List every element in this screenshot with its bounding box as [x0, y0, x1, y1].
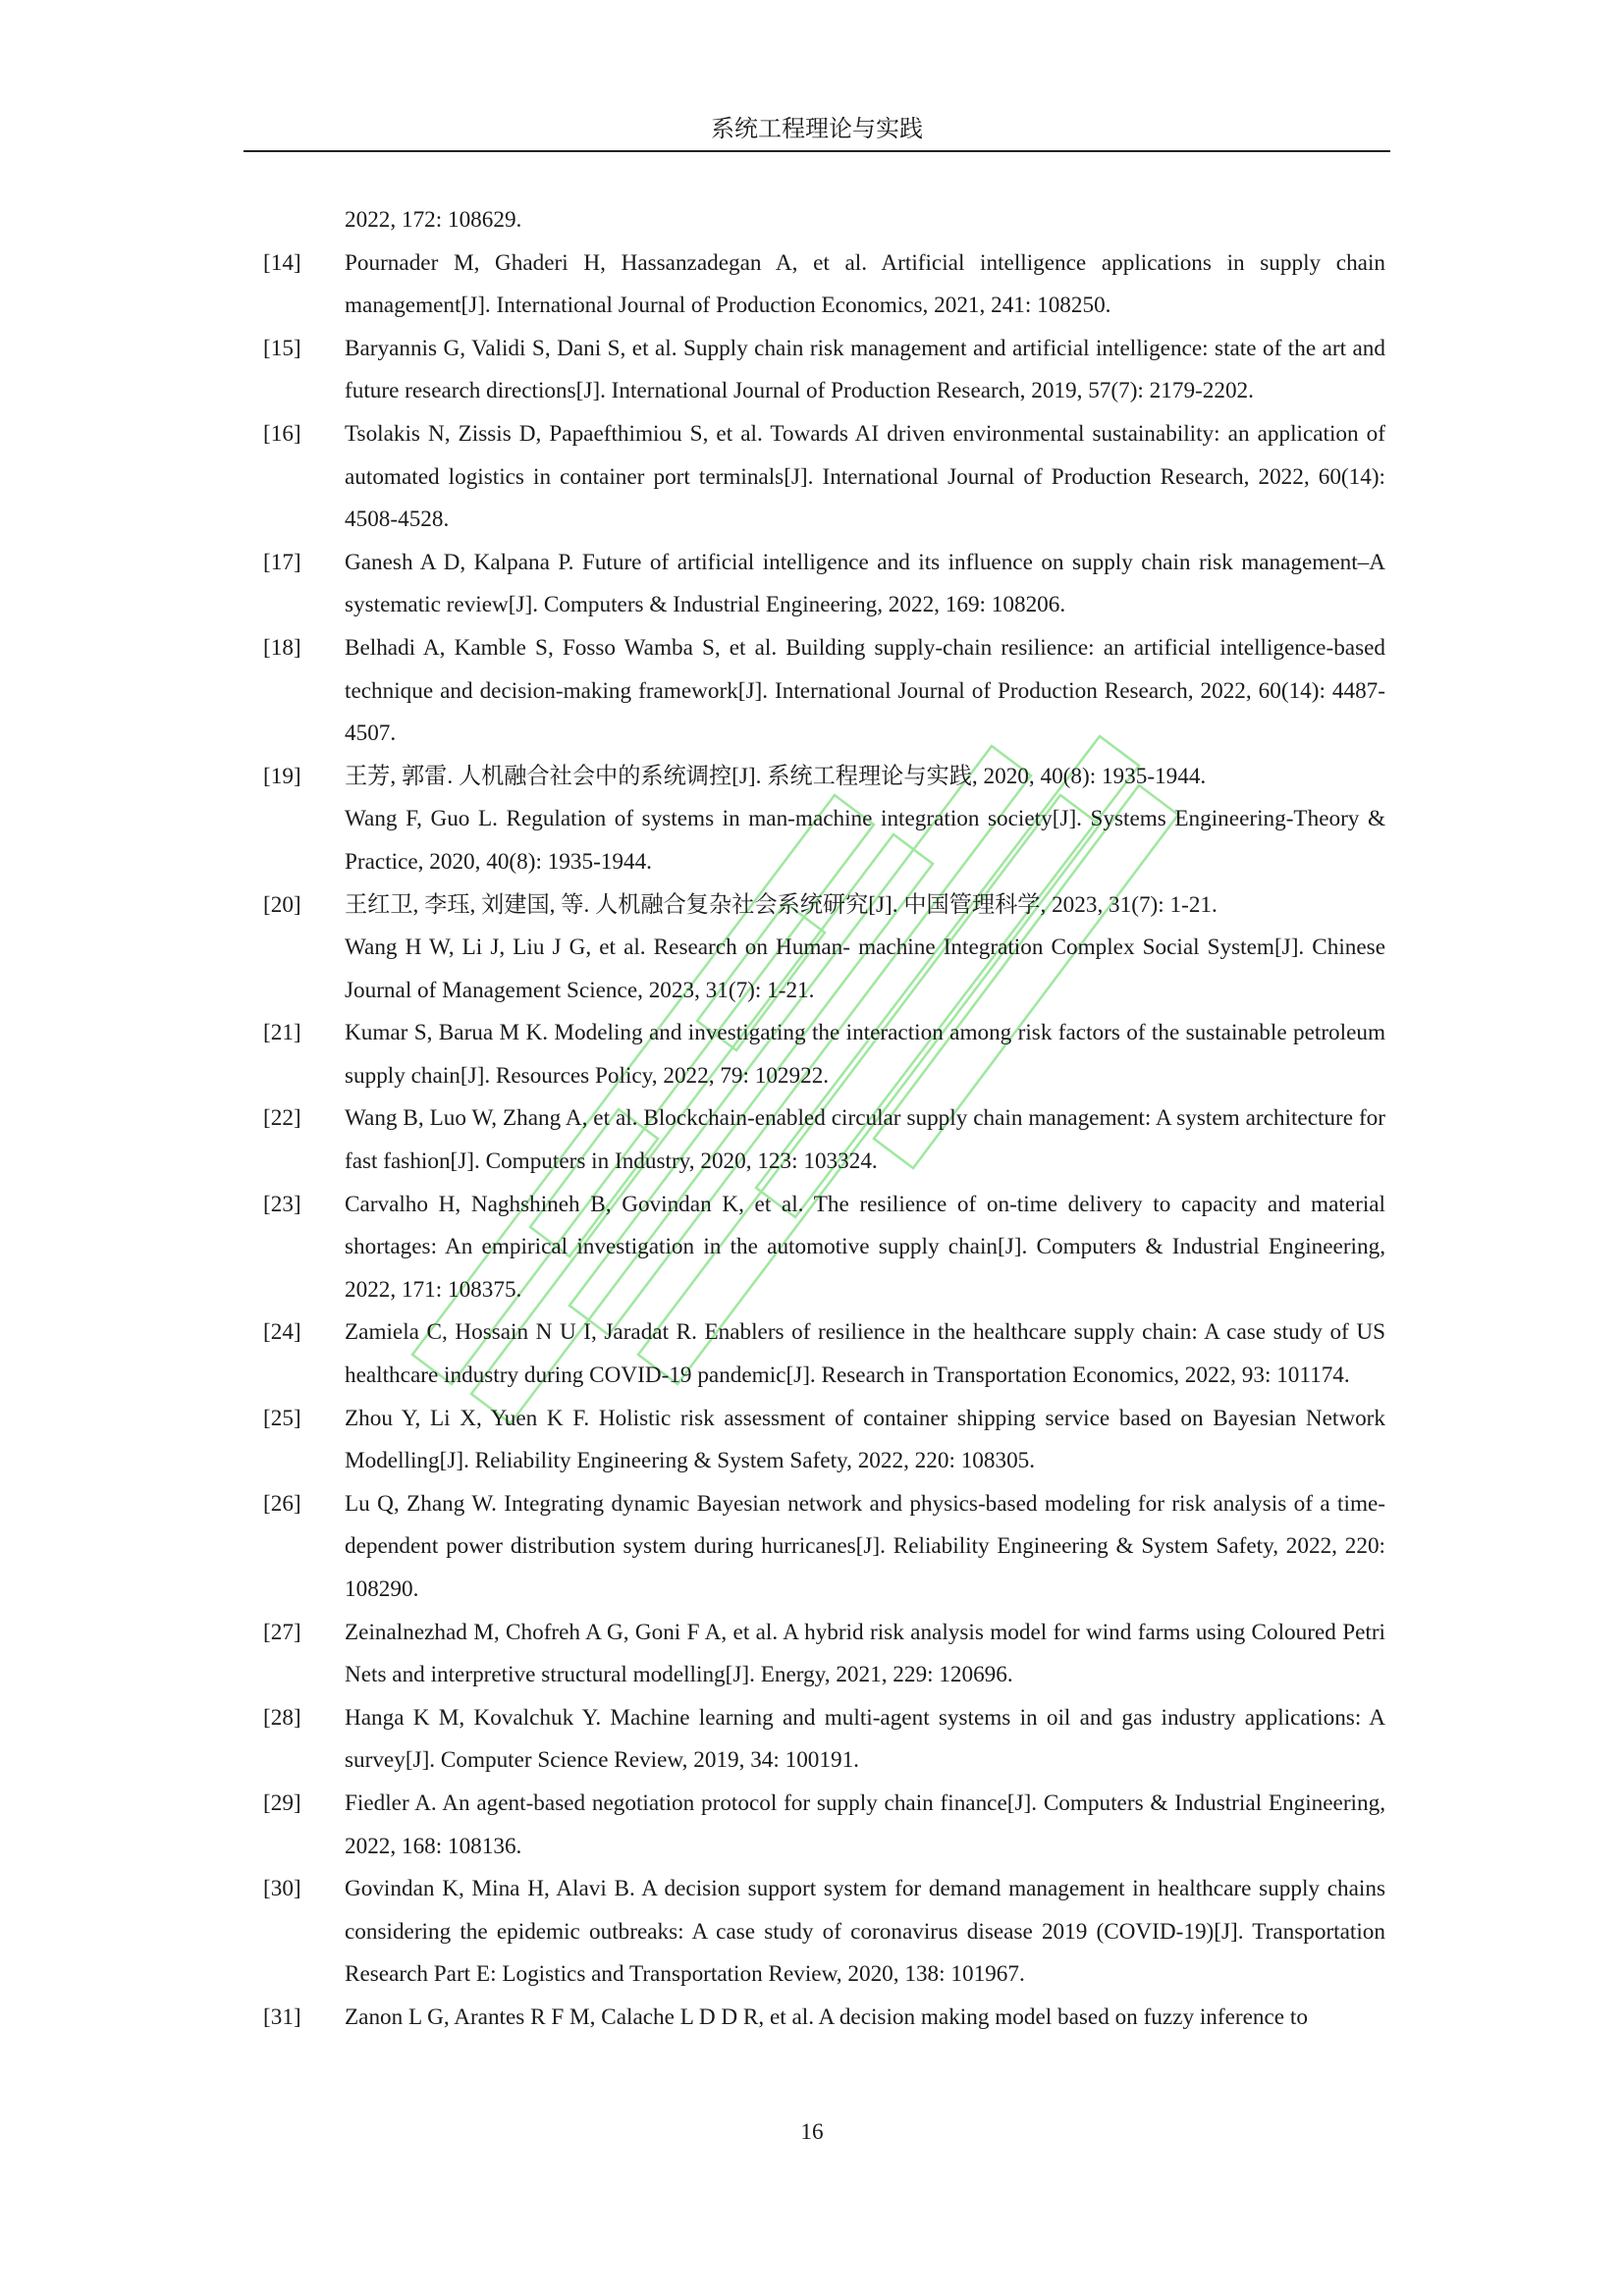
reference-line: 王芳, 郭雷. 人机融合社会中的系统调控[J]. 系统工程理论与实践, 2020, 40(8): 1935-1944.: [345, 763, 1207, 789]
reference-entry: [0, 884, 1624, 1013]
reference-line: Baryannis G, Validi S, Dani S, et al. Supply chain risk management and artificial intelligence: state of the art and future research directions[J]. International Journal of Production Research, 2019, 57(7): 2179-2202.: [345, 335, 1385, 404]
running-header: 系统工程理论与实践: [711, 117, 923, 142]
reference-text: [345, 1097, 1385, 1183]
reference-line: Kumar S, Barua M K. Modeling and investigating the interaction among risk factors of the sustainable petroleum supply chain[J]. Resources Policy, 2022, 79: 102922.: [345, 1020, 1385, 1089]
reference-line: Zeinalnezhad M, Chofreh A G, Goni F A, et al. A hybrid risk analysis model for wind farms using Coloured Petri Nets and interpretive structural modelling[J]. Energy, 2021, 229: 120696.: [345, 1619, 1385, 1688]
reference-line: Ganesh A D, Kalpana P. Future of artificial intelligence and its influence on supply chain risk management–A systematic review[J]. Computers & Industrial Engineering, 2022, 169: 108206.: [345, 549, 1385, 618]
reference-number: [28]: [263, 1704, 301, 1731]
reference-line: Wang F, Guo L. Regulation of systems in man-machine integration society[J]. Systems Engineering-Theory & Practice, 2020, 40(8): 1935-1944.: [345, 806, 1385, 875]
reference-entry: [0, 1398, 1624, 1483]
reference-text: [345, 1398, 1385, 1483]
reference-number: [24]: [263, 1319, 301, 1346]
reference-number: [23]: [263, 1191, 301, 1217]
reference-entry: [0, 1997, 1624, 2040]
reference-entry: [0, 1012, 1624, 1097]
reference-text: [345, 1184, 1385, 1312]
reference-entry: [0, 627, 1624, 756]
reference-entry: [0, 542, 1624, 627]
reference-text: [345, 1612, 1385, 1697]
reference-line: Tsolakis N, Zissis D, Papaefthimiou S, et al. Towards AI driven environmental sustainability: an application of automated logistics in container port terminals[J]. International Journal of Production Research, 2022, 60(14): 4508-4528.: [345, 420, 1385, 533]
reference-entry: [0, 328, 1624, 413]
reference-line: Govindan K, Mina H, Alavi B. A decision support system for demand management in healthcare supply chains considering the epidemic outbreaks: A case study of coronavirus disease 2019 (COVID-19)[J]. Transportation Research Part E: Logistics and Transportation Review, 2020, 138: 101967.: [345, 1876, 1385, 1988]
reference-text: [345, 1311, 1385, 1397]
reference-text: [345, 542, 1385, 627]
reference-entry: [0, 1612, 1624, 1697]
reference-entry: [0, 1184, 1624, 1312]
reference-text: [345, 1012, 1385, 1097]
reference-number: [19]: [263, 763, 301, 789]
reference-line: Pournader M, Ghaderi H, Hassanzadegan A, et al. Artificial intelligence applications in supply chain management[J]. International Journal of Production Economics, 2021, 241: 108250.: [345, 249, 1385, 319]
reference-number: [25]: [263, 1405, 301, 1431]
reference-text: [345, 1868, 1385, 1997]
reference-number: [29]: [263, 1789, 301, 1816]
reference-text: [345, 884, 1385, 1013]
reference-number: [17]: [263, 549, 301, 575]
reference-number: [22]: [263, 1105, 301, 1132]
reference-entry: [0, 1097, 1624, 1183]
reference-list: [0, 199, 1624, 2040]
reference-text: [345, 1483, 1385, 1612]
reference-line: Carvalho H, Naghshineh B, Govindan K, et al. The resilience of on-time delivery to capacity and material shortages: An empirical investigation in the automotive supply chain[J]. Computers & Industrial Engineering, 2022, 171: 108375.: [345, 1191, 1385, 1303]
reference-number: [26]: [263, 1490, 301, 1517]
reference-line: Lu Q, Zhang W. Integrating dynamic Bayesian network and physics-based modeling for risk analysis of a time-dependent power distribution system during hurricanes[J]. Reliability Engineering & System Safety, 2022, 220: 108290.: [345, 1490, 1385, 1602]
header-rule: [244, 150, 1390, 152]
reference-number: [21]: [263, 1020, 301, 1046]
reference-entry: [0, 1311, 1624, 1397]
reference-number: [30]: [263, 1876, 301, 1902]
reference-text: [345, 242, 1385, 328]
reference-entry: [0, 1868, 1624, 1997]
reference-line: 王红卫, 李珏, 刘建国, 等. 人机融合复杂社会系统研究[J]. 中国管理科学, 2023, 31(7): 1-21.: [345, 891, 1218, 918]
reference-continuation: 2022, 172: 108629.: [345, 207, 522, 233]
reference-text: [345, 413, 1385, 542]
reference-line: Zhou Y, Li X, Yuen K F. Holistic risk assessment of container shipping service based on Bayesian Network Modelling[J]. Reliability Engineering & System Safety, 2022, 220: 108305.: [345, 1405, 1385, 1474]
reference-text: [345, 627, 1385, 756]
reference-line: Zamiela C, Hossain N U I, Jaradat R. Enablers of resilience in the healthcare supply chain: A case study of US healthcare industry during COVID-19 pandemic[J]. Research in Transportation Economics, 2022, 93: 101174.: [345, 1319, 1385, 1389]
reference-line: Zanon L G, Arantes R F M, Calache L D D R, et al. A decision making model based on fuzzy inference to: [345, 2003, 1308, 2030]
reference-number: [31]: [263, 2003, 301, 2030]
reference-line: Hanga K M, Kovalchuk Y. Machine learning and multi-agent systems in oil and gas industry applications: A survey[J]. Computer Science Review, 2019, 34: 100191.: [345, 1704, 1385, 1774]
reference-text: [345, 328, 1385, 413]
reference-line: Fiedler A. An agent-based negotiation protocol for supply chain finance[J]. Computers & Industrial Engineering, 2022, 168: 108136.: [345, 1789, 1385, 1859]
reference-number: [14]: [263, 249, 301, 276]
reference-number: [18]: [263, 634, 301, 661]
page-number: 16: [800, 2119, 824, 2145]
reference-entry: [0, 413, 1624, 542]
reference-text: [345, 756, 1385, 884]
reference-number: [27]: [263, 1619, 301, 1645]
reference-number: [20]: [263, 891, 301, 918]
reference-text: [345, 1697, 1385, 1783]
reference-entry: [0, 1697, 1624, 1783]
reference-line: Wang B, Luo W, Zhang A, et al. Blockchain-enabled circular supply chain management: A system architecture for fast fashion[J]. Computers in Industry, 2020, 123: 103324.: [345, 1105, 1385, 1175]
reference-entry: [0, 1483, 1624, 1612]
reference-line: Wang H W, Li J, Liu J G, et al. Research on Human- machine Integration Complex Social System[J]. Chinese Journal of Management Science, 2023, 31(7): 1-21.: [345, 934, 1385, 1003]
reference-entry: [0, 242, 1624, 328]
reference-number: [15]: [263, 335, 301, 361]
reference-line: Belhadi A, Kamble S, Fosso Wamba S, et al. Building supply-chain resilience: an artificial intelligence-based technique and decision-making framework[J]. International Journal of Production Research, 2022, 60(14): 4487-4507.: [345, 634, 1385, 747]
reference-number: [16]: [263, 420, 301, 447]
reference-entry: [0, 1783, 1624, 1868]
reference-entry: [0, 756, 1624, 884]
reference-text: [345, 1997, 1385, 2040]
reference-text: [345, 1783, 1385, 1868]
